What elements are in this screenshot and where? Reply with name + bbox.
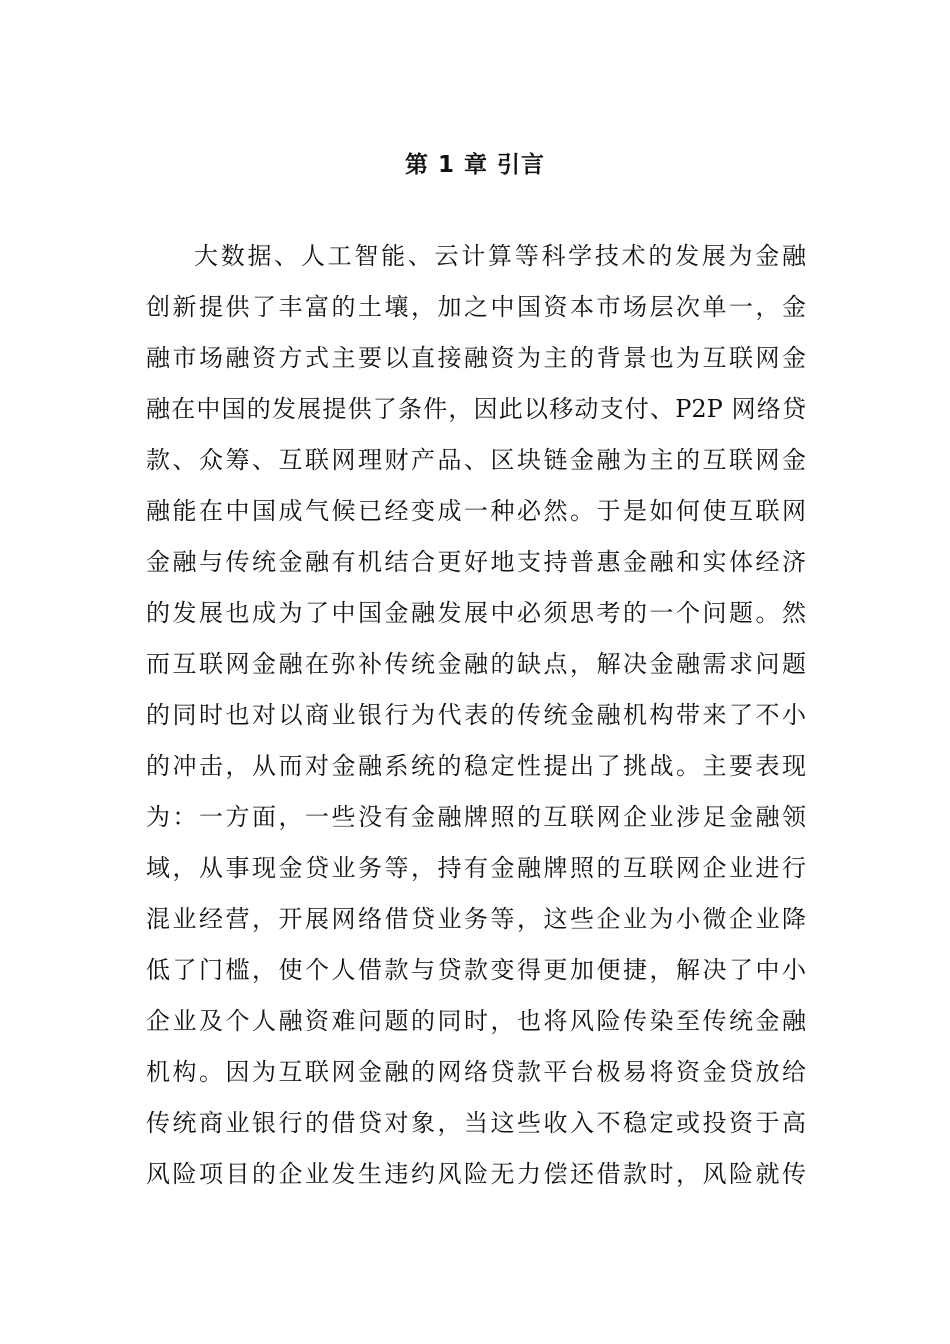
paragraph-line: 风险项目的企业发生违约风险无力偿还借款时，风险就传 <box>146 1160 806 1188</box>
paragraph-line: 机构。因为互联网金融的网络贷款平台极易将资金贷放给 <box>146 1058 806 1086</box>
paragraph-line: 的同时也对以商业银行为代表的传统金融机构带来了不小 <box>146 701 806 729</box>
chapter-title: 第 1 章 引言 <box>404 152 546 178</box>
paragraph-line: 金融与传统金融有机结合更好地支持普惠金融和实体经济 <box>146 548 806 576</box>
paragraph-line: 款、众筹、互联网理财产品、区块链金融为主的互联网金 <box>146 446 806 474</box>
paragraph-line: 低了门槛，使个人借款与贷款变得更加便捷，解决了中小 <box>146 956 806 984</box>
paragraph-line: 的冲击，从而对金融系统的稳定性提出了挑战。主要表现 <box>146 752 806 780</box>
paragraph-line: 而互联网金融在弥补传统金融的缺点，解决金融需求问题 <box>146 650 806 678</box>
paragraph-line: 大数据、人工智能、云计算等科学技术的发展为金融 <box>194 242 806 270</box>
paragraph-line: 企业及个人融资难问题的同时，也将风险传染至传统金融 <box>146 1007 806 1035</box>
paragraph-line: 混业经营，开展网络借贷业务等，这些企业为小微企业降 <box>146 905 806 933</box>
paragraph-line: 融市场融资方式主要以直接融资为主的背景也为互联网金 <box>146 344 806 372</box>
paragraph-line: 融在中国的发展提供了条件，因此以移动支付、P2P 网络贷 <box>146 395 806 423</box>
paragraph-line: 的发展也成为了中国金融发展中必须思考的一个问题。然 <box>146 599 806 627</box>
paragraph-line: 创新提供了丰富的土壤，加之中国资本市场层次单一，金 <box>146 293 806 321</box>
paragraph-line: 为：一方面，一些没有金融牌照的互联网企业涉足金融领 <box>146 803 806 831</box>
paragraph-line: 融能在中国成气候已经变成一种必然。于是如何使互联网 <box>146 497 806 525</box>
paragraph-line: 域，从事现金贷业务等，持有金融牌照的互联网企业进行 <box>146 854 806 882</box>
paragraph-line: 传统商业银行的借贷对象，当这些收入不稳定或投资于高 <box>146 1109 806 1137</box>
